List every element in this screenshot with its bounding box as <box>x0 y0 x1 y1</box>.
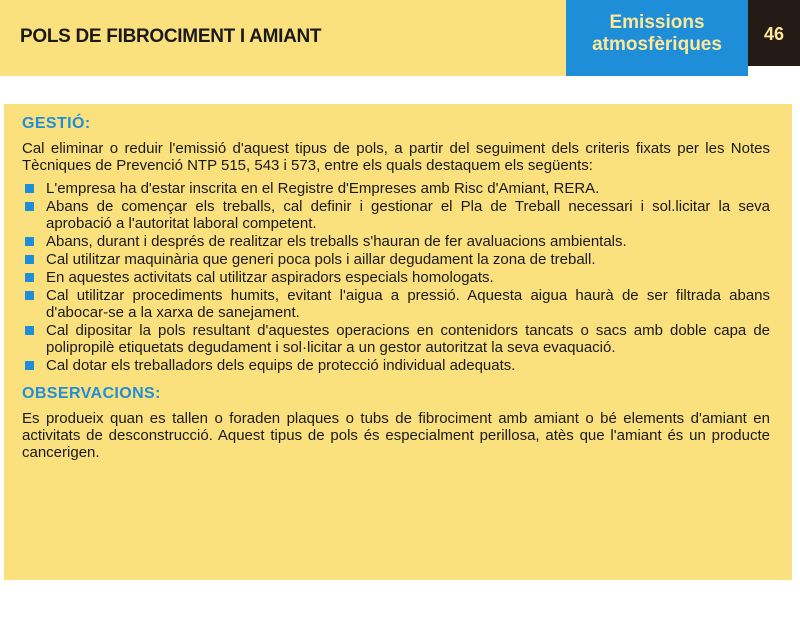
page-number: 46 <box>763 24 785 44</box>
list-item-text: Abans de començar els treballs, cal definir i gestionar el Pla de Treball necessari i sol.licitar la seva aprobació a l'autoritat laboral competent. <box>46 198 770 232</box>
gestio-list <box>22 180 770 374</box>
header-title-band <box>0 0 566 76</box>
list-item <box>22 287 770 321</box>
list-item <box>22 322 770 356</box>
gestio-heading: GESTIÓ: <box>22 115 91 132</box>
list-item-text: En aquestes activitats cal utilitzar aspiradors especials homologats. <box>46 269 494 286</box>
square-bullet-icon <box>25 237 34 246</box>
page-title: POLS DE FIBROCIMENT I AMIANT <box>20 26 322 47</box>
square-bullet-icon <box>25 255 34 264</box>
square-bullet-icon <box>25 361 34 370</box>
content-panel <box>4 104 792 580</box>
page-header <box>0 0 800 76</box>
list-item <box>22 198 770 232</box>
square-bullet-icon <box>25 291 34 300</box>
list-item-text: Cal utilitzar procediments humits, evitant l'aigua a pressió. Aquesta aigua haurà de ser filtrada abans d'abocar-se a la xarxa de sanejament. <box>46 287 770 321</box>
page-number-box <box>748 0 800 66</box>
content-body <box>22 114 770 467</box>
list-item-text: Cal utilitzar maquinària que generi poca pols i aillar degudament la zona de treball. <box>46 251 596 268</box>
list-item-text: L'empresa ha d'estar inscrita en el Registre d'Empreses amb Risc d'Amiant, RERA. <box>46 180 600 197</box>
square-bullet-icon <box>25 202 34 211</box>
category-line-2: atmosfèriques <box>592 34 722 55</box>
list-item-text: Cal dipositar la pols resultant d'aquestes operacions en contenidors tancats o sacs amb doble capa de polipropilè etiquetats degudament i sol·licitar a un gestor autoritzat la seva evaquació. <box>46 322 770 356</box>
category-band <box>566 0 748 76</box>
list-item <box>22 233 770 250</box>
list-item <box>22 251 770 268</box>
square-bullet-icon <box>25 326 34 335</box>
list-item <box>22 269 770 286</box>
list-item <box>22 357 770 374</box>
category-label <box>566 12 748 56</box>
category-line-1: Emissions <box>609 12 705 33</box>
list-item-text: Abans, durant i després de realitzar els treballs s'hauran de fer avaluacions ambientals. <box>46 233 627 250</box>
square-bullet-icon <box>25 184 34 193</box>
list-item-text: Cal dotar els treballadors dels equips de protecció individual adequats. <box>46 357 516 374</box>
observacions-heading: OBSERVACIONS: <box>22 385 161 402</box>
square-bullet-icon <box>25 273 34 282</box>
gestio-intro: Cal eliminar o reduir l'emissió d'aquest tipus de pols, a partir del seguiment dels criteris fixats per les Notes Tècniques de Prevenció NTP 515, 543 i 573, entre els quals destaquem els següents: <box>22 140 770 174</box>
observacions-text: Es produeix quan es tallen o foraden plaques o tubs de fibrociment amb amiant o bé elements d'amiant en activitats de desconstrucció. Aquest tipus de pols és especialment perillosa, atès que l'amiant és un producte cancerigen. <box>22 410 770 461</box>
list-item <box>22 180 770 197</box>
